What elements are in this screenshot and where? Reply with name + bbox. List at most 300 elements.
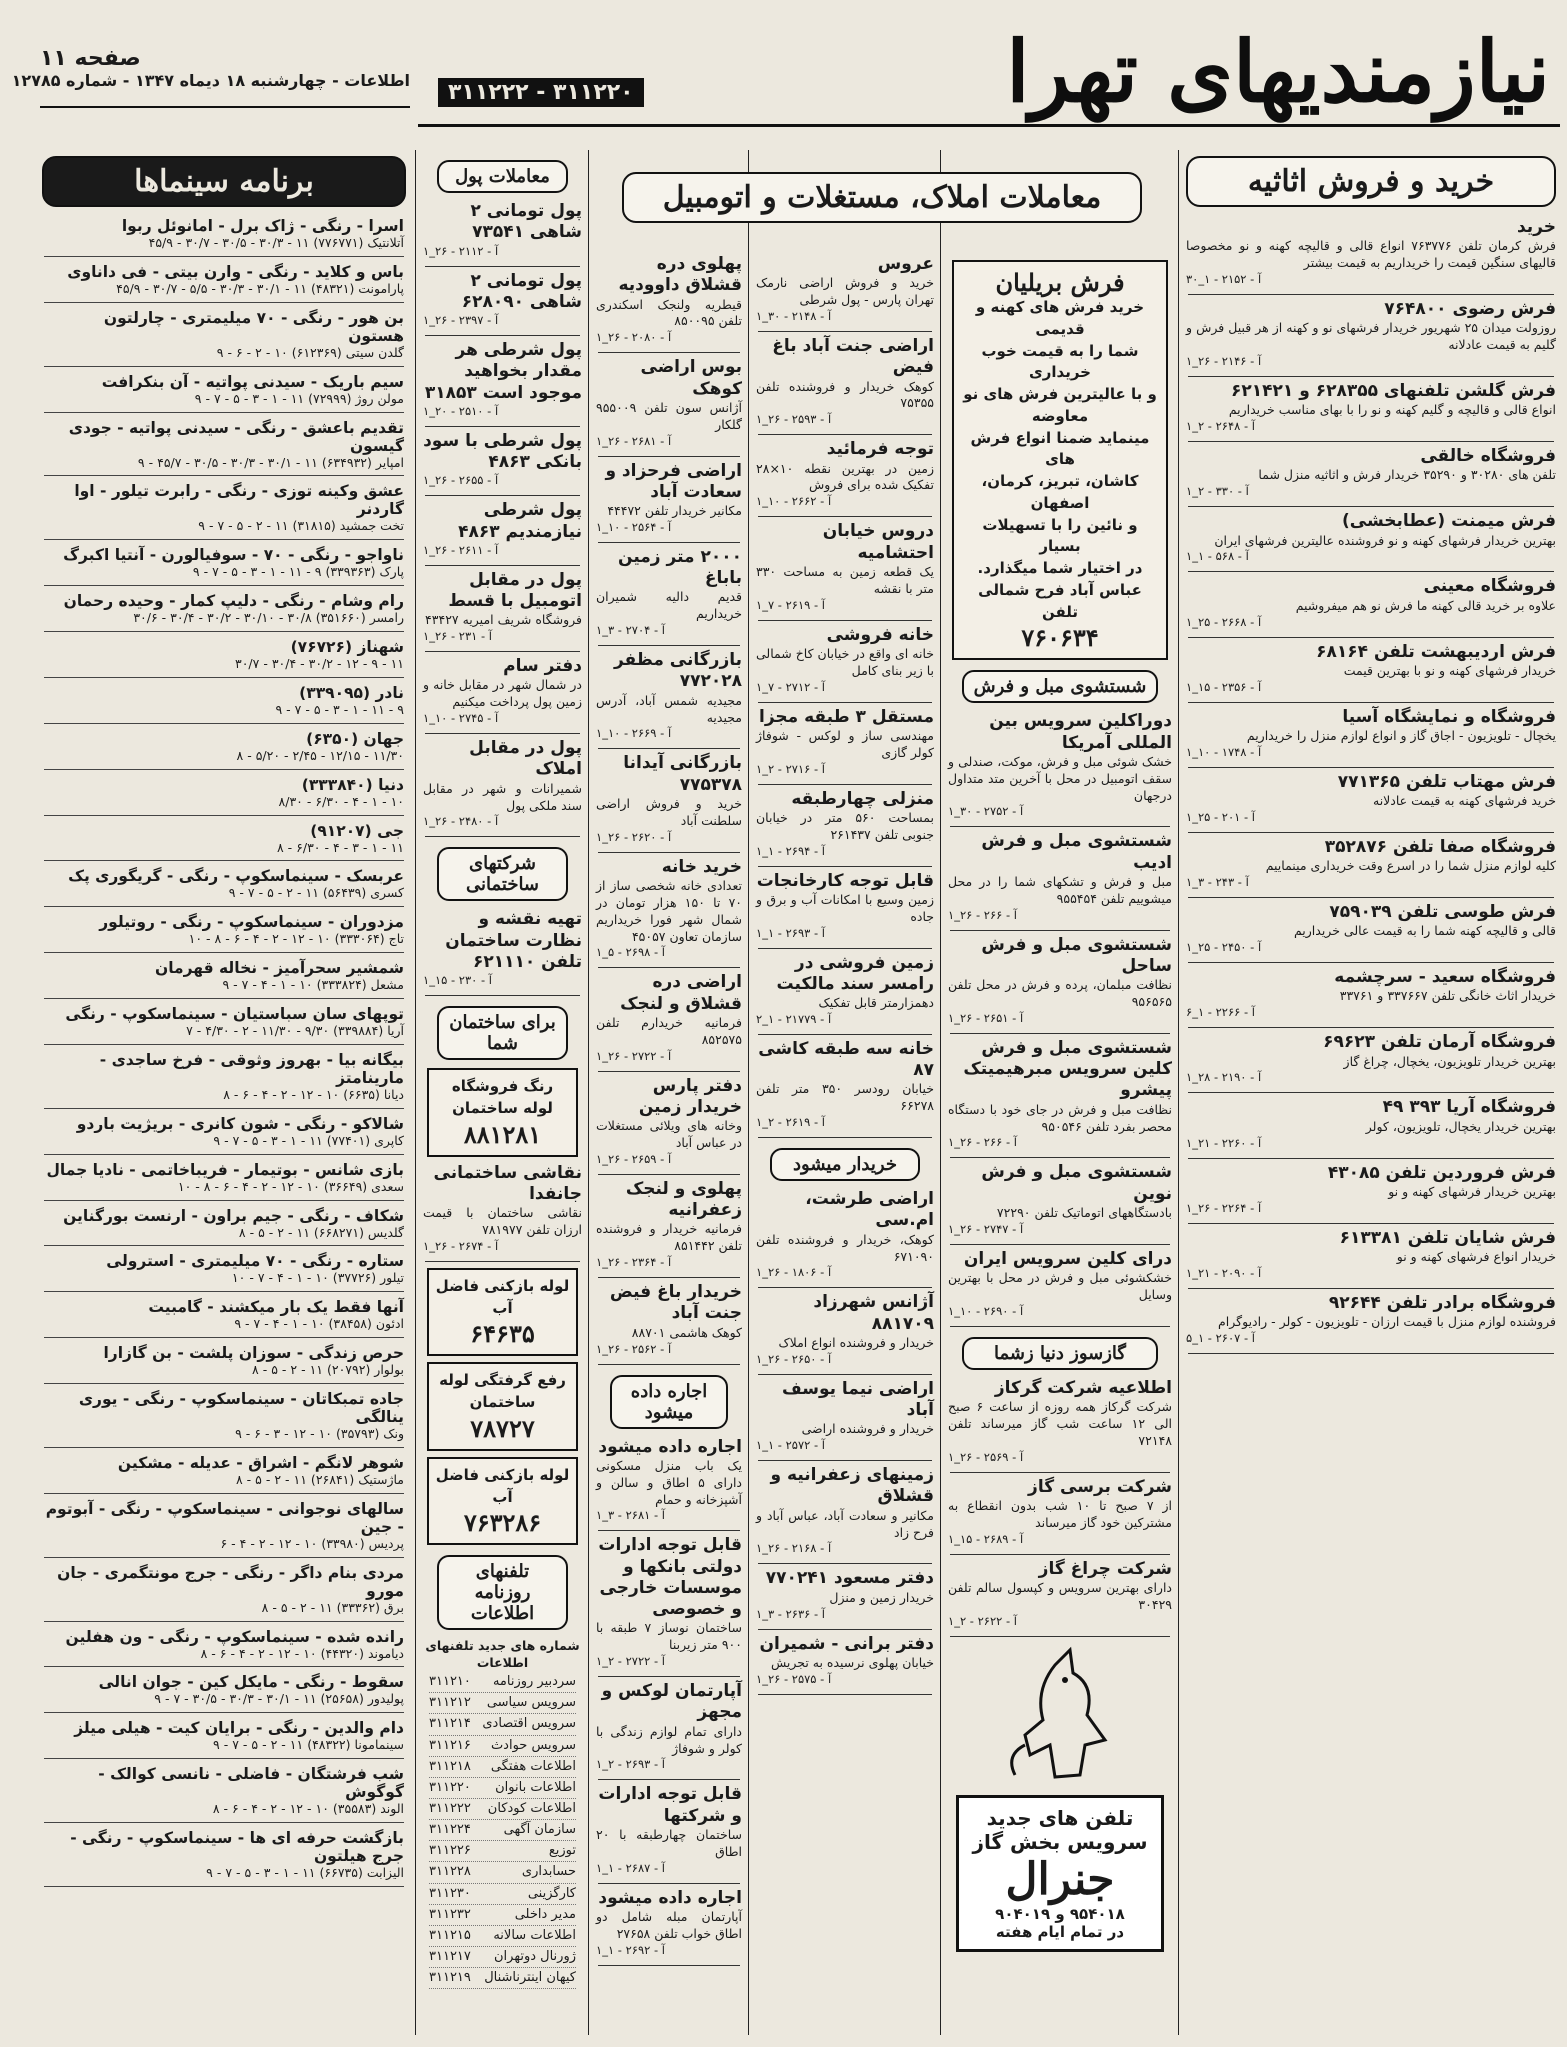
ad-heading: نقاشی ساختمانی جانفدا [433, 1162, 582, 1204]
phone-number: ۳۱۱۲۲۰ [429, 1779, 471, 1795]
showtimes: ۱۱ - ۹ - ۱۲ - ۳۰/۲ - ۳۰/۴ - ۳۰/۷ [234, 656, 404, 671]
classified-ad [1186, 967, 1556, 1019]
ad-heading: پول تومانی ۲ شاهی ۶۲۸۰۹۰ [461, 270, 582, 312]
cinema-listing [44, 419, 404, 477]
ad-body: خشک شوئی مبل و فرش، موکت، صندلی و سقف اتومبیل در محل با آخرین متد متداول درجهان [948, 753, 1172, 803]
ad-divider [950, 1554, 1170, 1555]
film-title: مردی بنام داگر - رنگی - جرج مونتگمری - جان مورو [57, 1563, 404, 1600]
classified-ad [948, 935, 1172, 1025]
cinema-listing [44, 684, 404, 724]
phone-row [429, 1862, 576, 1883]
ad-heading: شستشوی مبل و فرش نوین [981, 1162, 1172, 1204]
ad-divider [758, 1563, 932, 1564]
classified-ad [948, 831, 1172, 921]
phone-row [429, 1841, 576, 1862]
ad-divider [598, 748, 740, 749]
gen-phones: ۹۵۴۰۱۸ و ۹۰۴۰۱۹ [995, 1904, 1125, 1923]
ad-body: انواع قالی و قالیچه و گلیم کهنه و نو را با بهای مناسب خریداریم [1228, 402, 1556, 418]
ad-divider [1188, 294, 1554, 295]
ad-code: آ - ۲۶۶۸ - ۲۵_۱ [1186, 614, 1262, 629]
column-real-estate-a [752, 150, 938, 2035]
classified-ad [596, 1784, 742, 1874]
phone-number: ۳۱۱۲۱۸ [429, 1758, 471, 1774]
film-title: آنها فقط یک بار میکشند - گامبیت [148, 1298, 404, 1317]
ad-divider [598, 1779, 740, 1780]
ad-divider [758, 516, 932, 517]
cinema-listing [44, 1344, 404, 1384]
ad-code: آ - ۲۳۵۶ - ۱۵_۱ [1186, 679, 1262, 694]
ad-heading: زمین فروشی در رامسر سند مالکیت [776, 952, 934, 994]
classified-ad [596, 972, 742, 1062]
column-carpet-gas [944, 150, 1176, 2035]
film-title: شوهر لانگم - اشراق - عدیله - مشکین [117, 1453, 404, 1472]
column-rule [940, 150, 941, 2035]
drain-box [427, 1362, 578, 1451]
ad-body: خیابان پهلوی نرسیده به تجریش [770, 1654, 934, 1670]
column-rule [748, 150, 749, 2035]
showtimes: رامسر (۳۵۱۶۶۰) ۳۰/۸ - ۳۰/۱۰ - ۳۰/۲ - ۳۰/۴ - ۳۰/۶ [133, 610, 404, 626]
classified-ad [1186, 1228, 1556, 1280]
ad-body: زمین در بهترین نقطه ۱۰×۲۸ تفکیک شده برای فروش [756, 460, 934, 493]
ad-body: یک قطعه زمین به مساحت ۳۳۰ متر با نقشه [756, 563, 934, 596]
ad-heading: اراضی جنت آباد باغ فیض [772, 336, 934, 378]
ad-code: آ - ۲۷۴۵ - ۱۰_۱ [423, 711, 499, 726]
ad-code: آ - ۲۲۶۴ - ۲۶_۱ [1186, 1200, 1262, 1215]
box-phone: ۷۶۳۲۸۶ [463, 1508, 542, 1538]
film-title: عشق وکینه توزی - رنگی - رابرت تیلور - اوا گاردنر [74, 482, 404, 519]
real-estate-banner: معاملات املاک، مستغلات و اتومبیل [622, 172, 1142, 223]
classified-ad [756, 1189, 934, 1279]
classified-ad [596, 1282, 742, 1355]
ad-heading: دفتر برانی - شمیران [759, 1633, 934, 1654]
ad-divider [425, 1261, 580, 1262]
classified-ad [423, 738, 582, 828]
box-text: لوله بازکنی فاضل آب [435, 1276, 570, 1317]
section-header: گازسوز دنیا زشما [962, 1337, 1158, 1370]
ad-code: آ - ۲۵۶۹ - ۲۶_۱ [948, 1449, 1024, 1464]
ad-heading: فرش رضوی ۷۶۴۸۰۰ [1384, 299, 1556, 319]
ad-code: آ - ۲۵۶۲ - ۲۶_۱ [596, 1341, 672, 1356]
column-real-estate-b [592, 150, 746, 2035]
cinema-listing [44, 1390, 404, 1448]
film-title: سالهای نوجوانی - سینماسکوپ - رنگی - آبوتوم - جین [45, 1499, 404, 1536]
ad-divider [425, 733, 580, 734]
ad-code: آ - ۲۱۷۷۹ - ۱_۲ [756, 1011, 832, 1026]
ad-code: آ - ۲۳۱ - ۲۶_۱ [423, 629, 492, 644]
film-title: بازی شانس - بوتیمار - فریباخاتمی - نادیا جمال [46, 1160, 404, 1179]
phone-dept: حسابداری [521, 1864, 576, 1880]
cinema-listing [44, 1161, 404, 1201]
ad-body: وخانه های ویلائی مستغلات در عباس آباد [596, 1118, 742, 1150]
ad-heading: فرش طوسی تلفن ۷۵۹۰۳۹ [1329, 902, 1556, 922]
showtimes: آریا (۳۳۹۸۸۴) ۹/۳۰ - ۱۱/۳۰ - ۲ - ۴/۳۰ - ۷ [186, 1023, 404, 1038]
ad-code: آ - ۱۷۴۸ - ۱۰_۱ [1186, 744, 1262, 759]
ad-body: خریدار فرشهای کهنه و نو با بهترین قیمت [1343, 662, 1556, 678]
ad-divider [425, 651, 580, 652]
classified-ad [596, 1535, 742, 1668]
classified-ad [756, 1379, 934, 1452]
showtimes: ۱۰ - ۱ - ۴ - ۶/۳۰ - ۸/۳۰ [278, 793, 404, 809]
ad-divider [425, 995, 580, 996]
ad-divider [425, 266, 580, 267]
ad-divider [1188, 1353, 1554, 1354]
ad-code: آ - ۲۶۷۴ - ۲۶_۱ [423, 1238, 499, 1253]
phone-number: ۳۱۱۲۳۰ [429, 1885, 471, 1901]
ad-code: آ - ۲۶۸۷ - ۱_۱ [596, 1860, 665, 1875]
ad-body: قدیم دالیه شمیران خریداریم [596, 589, 742, 622]
phone-dept: اطلاعات هفتگی [490, 1758, 576, 1774]
section-header: برای ساختمان شما [437, 1006, 568, 1060]
phone-dept: اطلاعات کودکان [487, 1800, 576, 1816]
ad-body: دارای بهترین سرویس و کپسول سالم تلفن ۳۰۴۲۹ [948, 1579, 1172, 1612]
section-header: تلفنهای روزنامه اطلاعات [437, 1555, 568, 1630]
box-phone: ۶۴۶۳۵ [470, 1319, 535, 1349]
ad-heading: شستشوی مبل و فرش ادیب [981, 831, 1172, 873]
film-title: توپهای سان سباستیان - سینماسکوپ - رنگی [65, 1005, 404, 1023]
ad-body: زمین وسیع با امکانات آب و برق و جاده [756, 891, 934, 924]
cinema-listing [44, 373, 404, 413]
ad-heading: منزلی چهارطبقه [791, 788, 934, 809]
ad-body: دارای تمام لوازم زندگی با کولر و شوفاژ [596, 1723, 742, 1756]
ad-divider [1188, 1288, 1554, 1289]
masthead-title: نیازمندیهای تهرا [1006, 22, 1550, 121]
ad-code: آ - ۲۱۱۲ - ۲۶_۱ [423, 243, 499, 258]
ad-divider [1188, 376, 1554, 377]
ad-code: آ - ۲۱۹۰ - ۲۸_۱ [1186, 1070, 1262, 1085]
film-title: شالاکو - رنگی - شون کانری - بریژیت باردو [76, 1114, 404, 1133]
classified-ad [596, 1179, 742, 1269]
classified-ad [756, 336, 934, 426]
ad-code: آ - ۲۴۸۰ - ۲۶_۱ [423, 814, 499, 829]
ad-body: مجیدیه شمس آباد، آدرس مجیدیه [596, 692, 742, 725]
ad-heading: بازرگانی آیدانا ۷۷۵۳۷۸ [623, 753, 742, 795]
classified-ad [1186, 1293, 1556, 1345]
cinema-listing [44, 546, 404, 586]
ad-code: آ - ۲۶۹۳ - ۱_۱ [756, 925, 825, 940]
ad-body: خیابان رودسر ۳۵۰ متر تلفن ۶۶۲۷۸ [756, 1081, 934, 1114]
ad-heading: دفتر پارس خریدار زمین [638, 1075, 742, 1117]
phone-dept: اطلاعات سالانه [493, 1927, 576, 1943]
ad-body: خانه ای واقع در خیابان کاخ شمالی با زیر بنای کامل [756, 645, 934, 678]
drain-box [427, 1268, 578, 1357]
phone-row [429, 1884, 576, 1905]
ad-divider [758, 331, 932, 332]
ad-heading: فرش شایان تلفن ۶۱۳۳۸۱ [1339, 1227, 1556, 1248]
ad-code: آ - ۲۲۶۶ - ۱_۶ [1186, 1005, 1255, 1020]
phone-row [429, 1926, 576, 1947]
ad-divider [1188, 1158, 1554, 1159]
cinema-listing [44, 482, 404, 540]
ad-code: آ - ۲۶۶ - ۲۶_۱ [948, 907, 1017, 922]
cinema-listing [44, 1500, 404, 1558]
phone-dept: سرویس سیاسی [486, 1695, 576, 1711]
ad-divider [758, 434, 932, 435]
ad-body: شرکت گرکاز همه روزه از ساعت ۶ صبح الی ۱۲ ساعت شب گاز میرساند تلفن ۷۲۱۴۸ [948, 1399, 1172, 1448]
ad-body: نظافت مبل و فرش در جای خود با دستگاه محصر بفرد تلفن ۹۵۰۵۴۶ [948, 1101, 1172, 1134]
ad-list [752, 254, 938, 1138]
gen-hours: در تمام ایام هفته [995, 1922, 1125, 1941]
ad-divider [758, 1374, 932, 1375]
ad-body: بادستگاههای اتوماتیک تلفن ۷۲۲۹۰ [996, 1204, 1172, 1220]
section-header: اجاره داده میشود [610, 1375, 728, 1429]
ad-body: شمیرانات و شهر در مقابل سند ملکی پول [423, 780, 582, 813]
ad-heading: خرید خانه [661, 856, 742, 877]
showtimes: پارک (۳۳۹۳۶۳) ۹ - ۱۱ - ۱ - ۳ - ۵ - ۷ - ۹ [192, 564, 404, 580]
ad-divider [598, 1277, 740, 1278]
ad-heading: فروشگاه و نمایشگاه آسیا [1342, 706, 1556, 727]
ad-body: در شمال شهر در مقابل خانه و زمین پول پرداخت میکنیم [423, 677, 582, 710]
ad-list [419, 909, 586, 996]
ad-code: آ - ۲۰۱ - ۲۵_۱ [1186, 809, 1255, 824]
ad-body: روزولت میدان ۲۵ شهریور خریدار فرشهای نو و کهنه از هر قبیل فرش و گلیم به قیمت عادلانه [1186, 320, 1556, 353]
ad-heading: اراضی دره قشلاق و لنجک [620, 972, 742, 1014]
ad-body: تلفن های ۳۰۲۸۰ و ۳۵۲۹۰ خریدار فرش و اثاثیه منزل شما [1258, 467, 1556, 483]
ad-list [1182, 217, 1560, 1354]
ad-body: خریدار و فروشنده انواع املاک [778, 1334, 934, 1350]
ad-divider [1188, 506, 1554, 507]
classified-ad [423, 201, 582, 258]
classified-ad [756, 789, 934, 858]
cinema-listing [44, 217, 404, 257]
section-header: خریدار میشود [770, 1148, 920, 1181]
classified-ad [756, 953, 934, 1026]
ad-heading: اجاره داده میشود [598, 1887, 742, 1908]
classified-ad [423, 500, 582, 557]
ad-heading: مستقل ۳ طبقه مجزا [759, 706, 934, 727]
box-text: رفع گرفتگی لوله ساختمان [439, 1371, 566, 1412]
cinema-banner: برنامه سینماها [42, 156, 406, 207]
showtimes: تاج (۳۳۳۰۶۴) ۱۰ - ۱۲ - ۲ - ۴ - ۶ - ۸ - ۱۰ [188, 931, 404, 947]
ad-heading: شستشوی مبل و فرش ساحل [981, 934, 1172, 976]
ad-heading: دفتر مسعود ۷۷۰۲۴۱ [765, 1568, 934, 1589]
ad-divider [950, 930, 1170, 931]
ad-heading: اطلاعیه شرکت گرکاز [994, 1377, 1172, 1398]
ad-code: آ - ۲۱۴۶ - ۲۶_۱ [1186, 354, 1262, 368]
phone-dept: سردبیر روزنامه [492, 1674, 576, 1690]
showtimes: دیانا (۶۶۳۵) ۱۰ - ۱۲ - ۲ - ۴ - ۶ - ۸ [223, 1086, 404, 1102]
phone-dept: سازمان آگهی [503, 1822, 576, 1838]
film-title: تقدیم باعشق - رنگی - سیدنی پواتیه - جودی گیسون [68, 418, 404, 455]
ad-code: آ - ۲۵۶۴ - ۱۰_۱ [596, 519, 672, 534]
classified-ad [1186, 837, 1556, 889]
phone-dept: کیهان اینترناشنال [484, 1970, 576, 1986]
cinema-listing [44, 1207, 404, 1247]
showtimes: گلدن سیتی (۶۱۲۳۶۹) ۱۰ - ۲ - ۶ - ۹ [216, 344, 404, 360]
ad-body: علاوه بر خرید قالی کهنه ما فرش نو هم میفروشیم [1295, 597, 1556, 613]
classified-ad [756, 439, 934, 508]
classified-ad [423, 271, 582, 328]
showtimes: سعدی (۳۶۶۴۹) ۱۰ - ۱۲ - ۲ - ۴ - ۶ - ۸ - ۱۰ [177, 1178, 404, 1194]
film-title: ستاره - رنگی - ۷۰ میلیمتری - استرولی [106, 1252, 404, 1271]
classified-ad [756, 521, 934, 611]
phone-number: ۳۱۱۲۱۵ [429, 1927, 471, 1943]
ad-heading: فروشگاه آرمان تلفن ۶۹۶۲۳ [1323, 1032, 1556, 1053]
film-title: مزدوران - سینماسکوپ - رنگی - روتیلور [99, 913, 404, 932]
cinema-listing [44, 309, 404, 367]
showtimes: کسری (۵۶۴۳۹) ۱۱ - ۲ - ۵ - ۷ - ۹ [228, 885, 404, 901]
gen-title: تلفن های جدید سرویس بخش گاز [972, 1805, 1148, 1854]
ad-body: کوهک، خریدار و فروشنده تلفن ۶۷۱۰۹۰ [756, 1231, 934, 1264]
ad-code: آ - ۲۶۵۱ - ۲۶_۱ [948, 1010, 1024, 1025]
ad-code: آ - ۲۶۴۸ - ۲_۱ [1186, 419, 1255, 434]
box-line: خرید فرش های کهنه و قدیمی [975, 298, 1145, 338]
phone-number: ۳۱۱۲۲۴ [429, 1822, 471, 1838]
ad-heading: دروس خیابان احتشامیه [822, 521, 934, 563]
ad-body: خرید و فروش اراضی نارمک تهران پارس - پول شرطی [756, 275, 934, 308]
showtimes: تخت جمشید (۳۱۸۱۵) ۱۱ - ۲ - ۵ - ۷ - ۹ [198, 518, 404, 534]
ad-code: آ - ۲۵۷۲ - ۱_۱ [756, 1438, 825, 1453]
cinema-listing [44, 1673, 404, 1713]
ad-body: آژانس سون تلفن ۹۵۵۰۰۹ گلکار [596, 399, 742, 432]
ad-body: مهندسی ساز و لوکس - شوفاژ کولر گازی [756, 727, 934, 760]
ad-divider [598, 1883, 740, 1884]
ad-body: خریدار اثاث خانگی تلفن ۳۳۷۶۶۷ و ۳۳۷۶۱ [1339, 988, 1556, 1004]
phone-dept: کارگزینی [527, 1885, 576, 1901]
phone-row [429, 1778, 576, 1799]
ad-heading: فرش میمنت (عطابخشی) [1341, 511, 1556, 532]
ad-divider [1188, 897, 1554, 898]
cinema-listing [44, 959, 404, 999]
showtimes: مشعل (۳۳۳۸۲۴) ۱۰ - ۱ - ۴ - ۷ - ۹ [222, 977, 404, 993]
ad-divider [1188, 1223, 1554, 1224]
page-number: صفحه ۱۱ [40, 46, 141, 71]
ad-heading: شرکت چراغ گاز [1038, 1558, 1172, 1579]
ad-body: یخچال - تلویزیون - اجاق گاز و انواع لوازم منزل را خریداریم [1246, 727, 1556, 743]
ad-heading: پهلوی دره قشلاق داوودیه [618, 254, 742, 296]
phone-number: ۳۱۱۲۱۹ [429, 1970, 471, 1986]
ad-code: آ - ۲۶۱۱ - ۲۶_۱ [423, 542, 499, 557]
ad-divider [758, 1460, 932, 1461]
ad-heading: شرکت برسی گاز [1028, 1476, 1172, 1497]
classified-ad [948, 711, 1172, 818]
ad-code: آ - ۲۷۲۲ - ۲_۱ [596, 1654, 665, 1669]
classified-ad [948, 1038, 1172, 1150]
classified-ad [948, 1559, 1172, 1628]
film-title: رام وشام - رنگی - دلیپ کمار - وحیده رحمان [63, 592, 404, 611]
cinema-listing [44, 1829, 404, 1887]
drain-box [427, 1457, 578, 1546]
ad-divider [598, 1530, 740, 1531]
classified-ad [596, 547, 742, 637]
ad-divider [598, 542, 740, 543]
ad-divider [950, 1472, 1170, 1473]
showtimes: ۹ - ۱۱ - ۱ - ۳ - ۵ - ۷ - ۹ [275, 701, 404, 717]
ad-heading: فرش مهتاب تلفن ۷۷۱۳۶۵ [1337, 771, 1556, 792]
ad-heading: پول شرطی هر مقدار بخواهید موجود است ۳۱۸۵۳ [424, 340, 582, 403]
box-line: شما را به قیمت خوب خریداری [981, 341, 1139, 382]
ad-list [944, 711, 1176, 1327]
phone-dept: ژورنال دوتهران [494, 1948, 576, 1964]
phones-intro: شماره های جدید تلفنهای اطلاعات [425, 1638, 580, 1671]
showtimes: الوند (۳۵۵۸۳) ۱۰ - ۱۲ - ۲ - ۴ - ۶ - ۸ [212, 1801, 404, 1817]
ad-divider [950, 826, 1170, 827]
ad-divider [1188, 441, 1554, 442]
featured-ad-box [952, 260, 1168, 660]
cinema-listing [44, 822, 404, 862]
section-header: شرکتهای ساختمانی [437, 847, 568, 901]
classified-ad [1186, 1097, 1556, 1149]
classified-ad [756, 1568, 934, 1620]
cinema-listing [44, 913, 404, 953]
ad-body: فروشنده لوازم منزل با قیمت ارزان - تلویزیون - کولر - رادیوگرام [1218, 1314, 1556, 1329]
ad-divider [598, 1071, 740, 1072]
phone-row [429, 1820, 576, 1841]
ad-code: آ - ۱۸۰۶ - ۲۶_۱ [756, 1265, 832, 1280]
ad-divider [598, 352, 740, 353]
ad-body: فروشگاه شریف امیریه ۴۳۴۲۷ [425, 612, 582, 628]
ad-divider [1188, 767, 1554, 768]
phone-number: ۳۱۱۲۲۲ [429, 1800, 471, 1816]
ad-divider [598, 1174, 740, 1175]
classified-ad [596, 254, 742, 344]
ad-divider [758, 702, 932, 703]
ad-body: خرید و فروش اراضی سلطنت آباد [596, 795, 742, 828]
showtimes: پارامونت (۴۸۳۲۱) ۱۱ - ۳۰/۱ - ۳۰/۳ - ۵/۵ - ۳۰/۷ - ۴۵/۹ [116, 280, 404, 296]
ad-body: یک باب منزل مسکونی دارای ۵ اطاق و سالن و آشپزخانه و حمام [596, 1457, 742, 1507]
ad-body: آپارتمان مبله شامل دو اطاق خواب تلفن ۲۷۶۵۸ [596, 1908, 742, 1941]
ad-code: آ - ۲۷۲۲ - ۲۶_۱ [596, 1048, 672, 1063]
showtimes: ۱۱ - ۱ - ۳ - ۴ - ۶/۳۰ - ۸ [276, 839, 404, 855]
ad-body: فرش کرمان تلفن ۷۶۳۷۷۶ انواع قالی و قالیچه کهنه و نو مخصوصا قالیهای سنگین قیمت را خریداریم به قیمت بیشتر [1186, 238, 1556, 271]
film-title: جی (۹۱۲۰۷) [310, 821, 404, 840]
ad-divider [425, 495, 580, 496]
ad-body: دهمزارمتر قابل تفکیک [818, 995, 934, 1010]
phone-dept: مدیر داخلی [514, 1906, 576, 1922]
film-title: شب فرشتگان - فاضلی - نانسی کوالک - گوگوش [98, 1765, 404, 1802]
ad-divider [950, 1636, 1170, 1637]
classified-ad [596, 461, 742, 534]
ad-body: از ۷ صبح تا ۱۰ شب بدون انقطاع به مشترکین خود گاز میرساند [948, 1497, 1172, 1530]
column-furniture [1182, 150, 1560, 2035]
ad-body: فرمانیه خریدارم تلفن ۸۵۲۵۷۵ [596, 1014, 742, 1047]
film-title: نادر (۳۳۹۰۹۵) [299, 683, 404, 702]
ad-code: آ - ۲۶۱۹ - ۷_۱ [756, 597, 825, 612]
classified-ad [948, 1162, 1172, 1235]
classified-ad [948, 1249, 1172, 1318]
classified-ad [423, 1163, 582, 1253]
ad-heading: ۲۰۰۰ متر زمین باباغ [618, 546, 742, 589]
ad-heading: فروشگاه معینی [1423, 576, 1556, 597]
ad-divider [425, 836, 580, 837]
ad-body: خرید فرشهای کهنه به قیمت عادلانه [1373, 793, 1556, 808]
ad-heading: پول در مقابل املاک [469, 738, 582, 780]
ad-divider [758, 1137, 932, 1138]
showtimes: مولن روژ (۷۲۹۹۹) ۱۱ - ۱ - ۳ - ۵ - ۷ - ۹ [194, 390, 404, 406]
ad-heading: توجه فرمائید [826, 439, 934, 460]
classified-ad [756, 1465, 934, 1555]
ad-list [944, 1378, 1176, 1637]
ad-body: بهترین خریدار تلویزیون، یخچال، چراغ گاز [1343, 1053, 1556, 1069]
showtimes: تیلور (۳۷۷۲۶) ۱۰ - ۱ - ۴ - ۷ - ۱۰ [231, 1270, 404, 1286]
phone-number: ۳۱۱۲۱۷ [429, 1948, 471, 1964]
ad-code: آ - ۲۶۳۶ - ۳_۱ [756, 1606, 825, 1621]
showtimes: الیزابت (۶۶۷۳۵) ۱۱ - ۱ - ۳ - ۵ - ۷ - ۹ [206, 1865, 404, 1880]
ad-heading: اراضی فرحزاد و سعادت آباد [605, 460, 742, 502]
column-rule [588, 150, 589, 2035]
ad-code: آ - ۲۷۵۲ - ۳۰_۱ [948, 804, 1024, 819]
ad-divider [598, 1364, 740, 1365]
ad-body: فرمانیه خریدار و فروشنده تلفن ۸۵۱۴۴۲ [596, 1221, 742, 1254]
ad-code: آ - ۲۷۰۴ - ۳_۱ [596, 623, 665, 638]
ad-heading: دفتر سام [503, 656, 582, 677]
ad-body: بمساحت ۵۶۰ متر در خیابان جنوبی تلفن ۲۶۱۴۳۷ [756, 809, 934, 842]
showtimes: بولوار (۲۰۷۹۲) ۱۱ - ۲ - ۵ - ۸ [252, 1362, 404, 1378]
ad-body: بهترین خریدار فرشهای کهنه و نو فروشنده عالیترین فرشهای ایران [1214, 532, 1556, 548]
phone-number: ۳۱۱۲۳۲ [429, 1906, 471, 1922]
showtimes: کاپری (۷۷۴۰۱) ۱۱ - ۱ - ۳ - ۵ - ۷ - ۹ [213, 1132, 404, 1148]
classified-ad [948, 1378, 1172, 1464]
ad-heading: عروس [877, 254, 934, 274]
